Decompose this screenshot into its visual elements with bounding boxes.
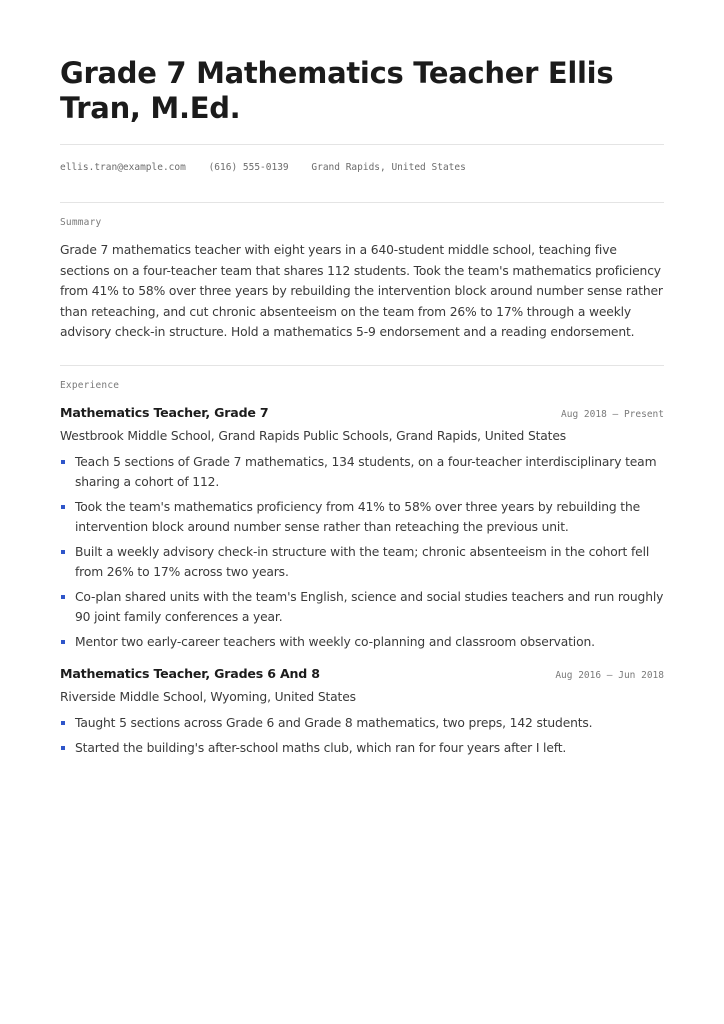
- job-bullet: [60, 587, 664, 627]
- divider: [60, 202, 664, 203]
- job-bullet: [60, 542, 664, 582]
- job-organization: Westbrook Middle School, Grand Rapids Public Schools, Grand Rapids, United States: [60, 428, 567, 443]
- job-title: Mathematics Teacher, Grades 6 And 8: [60, 665, 320, 681]
- summary-heading: Summary: [60, 217, 102, 228]
- divider: [60, 365, 664, 366]
- resume-page: [60, 56, 664, 763]
- job-bullet-list: [60, 452, 664, 652]
- bullet-text: Taught 5 sections across Grade 6 and Grade 8 mathematics, two preps, 142 students.: [75, 715, 593, 730]
- job-bullet: [60, 738, 664, 758]
- phone-text: (616) 555-0139: [208, 162, 289, 173]
- job-bullet: [60, 632, 664, 652]
- job-dates: Aug 2016 — Jun 2018: [555, 669, 664, 681]
- bullet-square-icon: [61, 550, 65, 554]
- bullet-text: Started the building's after-school maths club, which ran for four years after I left.: [75, 740, 567, 755]
- bullet-square-icon: [61, 595, 65, 599]
- bullet-square-icon: [61, 505, 65, 509]
- bullet-text: Mentor two early-career teachers with weekly co-planning and classroom observation.: [75, 634, 595, 649]
- experience-heading: Experience: [60, 379, 120, 391]
- job-organization: Riverside Middle School, Wyoming, United States: [60, 689, 356, 704]
- job-bullet-list: [60, 713, 664, 758]
- job-header: [60, 405, 664, 427]
- job-entry: [60, 666, 664, 758]
- email-text: ellis.tran@example.com: [60, 162, 186, 173]
- bullet-square-icon: [61, 460, 65, 464]
- bullet-text: Teach 5 sections of Grade 7 mathematics, 134 students, on a four-teacher interdisciplinary team sharing a cohort of 112.: [75, 454, 657, 489]
- job-dates: Aug 2018 — Present: [561, 408, 664, 420]
- job-title: Mathematics Teacher, Grade 7: [60, 404, 269, 420]
- bullet-text: Took the team's mathematics proficiency from 41% to 58% over three years by rebuilding the intervention block around number sense rather than reteaching the previous unit.: [75, 499, 641, 534]
- job-entry: [60, 405, 664, 652]
- bullet-text: Built a weekly advisory check-in structure with the team; chronic absenteeism in the cohort fell from 26% to 17% across two years.: [75, 544, 650, 579]
- divider: [60, 144, 664, 145]
- job-bullet: [60, 497, 664, 537]
- contact-line: [60, 160, 664, 176]
- job-bullet: [60, 713, 664, 733]
- page-title: Grade 7 Mathematics Teacher Ellis Tran, M.Ed.: [60, 56, 614, 125]
- job-header: [60, 666, 664, 688]
- bullet-square-icon: [61, 640, 65, 644]
- location-text: Grand Rapids, United States: [311, 162, 466, 173]
- bullet-text: Co-plan shared units with the team's English, science and social studies teachers and run roughly 90 joint family conferences a year.: [75, 589, 664, 624]
- job-bullet: [60, 452, 664, 492]
- bullet-square-icon: [61, 721, 65, 725]
- summary-text: Grade 7 mathematics teacher with eight years in a 640-student middle school, teaching five sections on a four-teacher team that shares 112 students. Took the team's mathematics proficiency from 41% to 58% over three years by rebuilding the intervention block around number sense rather than reteaching, and cut chronic absenteeism on the team from 26% to 17% through a weekly advisory check-in structure. Hold a mathematics 5-9 endorsement and a reading endorsement.: [60, 243, 663, 339]
- bullet-square-icon: [61, 746, 65, 750]
